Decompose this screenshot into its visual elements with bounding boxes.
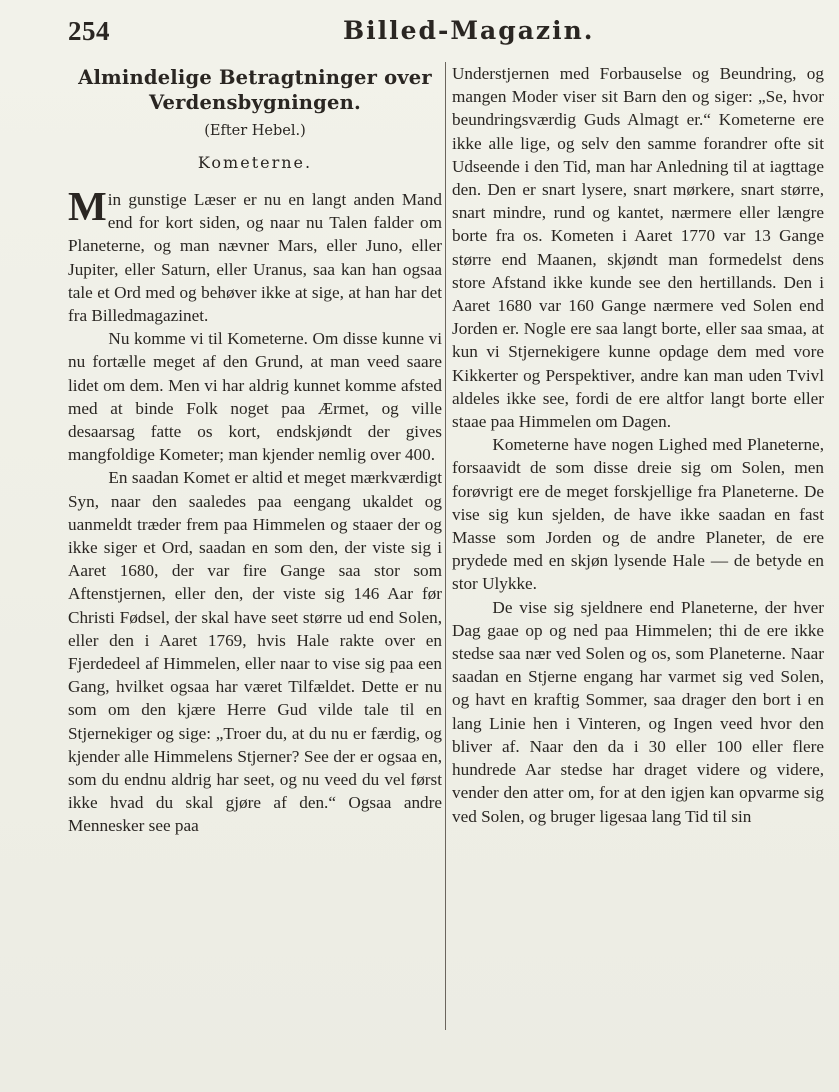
paragraph: En saadan Komet er altid et meget mærkværdigt Syn, naar den saaledes paa eengang ukaldet og uanmeldt træder frem paa Himmelen og staaer der og ikke siger et Ord, saadan en som den, der viste sig i Aaret 1680, der var fire Gange saa stor som Aftenstjernen, eller den, der viste sig 146 Aar før Christi Fødsel, der skal have seet større ud end Solen, eller den i Aaret 1769, hvis Hale rakte over en Fjerdedeel af Himmelen, eller naar to vise sig paa een Gang, hvilket ogsaa har været Tilfældet. Dette er nu som om den kjære Herre Gud vilde tale til en Stjernekiger og sige: „Troer du, at du nu er færdig, og kjender alle Himmelens Stjerner? See der er ogsaa en, som du endnu aldrig har seet, og nu veed du vel først ikke hvad du skal gjøre af den.“ Ogsaa andre Mennesker see paa: [68, 468, 442, 836]
left-column: [68, 62, 442, 838]
running-title: Billed-Magazin.: [343, 16, 595, 45]
page-number: 254: [68, 16, 110, 46]
paragraph: [68, 183, 442, 327]
section-heading: Kometerne.: [197, 153, 313, 172]
page-header: [0, 0, 839, 60]
article-source: (Efter Hebel.): [204, 123, 306, 139]
paragraph: Understjernen med Forbauselse og Beundring, og mangen Moder viser sit Barn den og siger: „Se, hvor beundringsværdig Guds Almagt er.“ Kometerne ere ikke alle lige, og selv den samme forandrer ofte sit Udseende i den Tid, man har Anledning til at iagttage den. Den er snart lysere, snart mørkere, snart større, snart mindre, rund og kantet, nærmere eller længre borte fra os. Kometen i Aaret 1770 var 13 Gange større end Maanen, skjøndt man formedelst dens store Afstand ikke kunde see den hertillands. Den i Aaret 1680 var 160 Gange nærmere ved Solen end Jorden er. Nogle ere saa langt borte, eller saa smaa, at kun vi Stjernekigere kunne opdage dem med vore Kikkerter og Perspektiver, andre kan man uden Tvivl aldeles ikke see, fordi de ere altfor langt borte eller staae paa Himmelen om Dagen.: [452, 64, 824, 432]
paragraph-text: in gunstige Læser er nu en langt anden Mand end for kort siden, og naar nu Talen falder om Planeterne, og man nævner Mars, eller Juno, eller Jupiter, eller Saturn, eller Uranus, saa kan han ogsaa tale et Ord med og behøver ikke at sige, at han har det fra Billedmagazinet.: [68, 190, 442, 326]
paragraph: De vise sig sjeldnere end Planeterne, der hver Dag gaae op og ned paa Himmelen; thi de ere ikke stedse saa nær ved Solen og os, som Planeterne. Naar saadan en Stjerne engang har varmet sig ved Solen, og havt en kraftig Sommer, saa drager den bort i en lang Linie hen i Vinteren, og Ingen veed hvor den bliver af. Naar den da i 30 eller 100 eller flere hundrede Aar stedse har draget videre og videre, vender den atter om, for at den igjen kan opvarme sig ved Solen, og bruger ligesaa lang Tid til sin: [452, 597, 824, 826]
paragraph: Nu komme vi til Kometerne. Om disse kunne vi nu fortælle meget af den Grund, at man veed saare lidet om dem. Men vi har aldrig kunnet komme afsted med at binde Folk noget paa Ærmet, og ville desaarsag fatte os kort, endskjøndt der gives mangfoldige Kometer; man kjender nemlig over 400.: [68, 329, 442, 465]
dropcap-letter: M: [68, 183, 107, 229]
paragraph: Kometerne have nogen Lighed med Planeterne, forsaavidt de som disse dreie sig om Solen, men forøvrigt ere de meget forskjellige fra Planeterne. De vise sig kun sjelden, de have ikke saadan en fast Masse som Jorden og de andre Planeter, de ere prydede med en skjøn lysende Hale — de betyde en stor Ulykke.: [452, 435, 824, 594]
right-column: [452, 62, 824, 828]
article-title: Almindelige Betragtninger over Verdensbygningen.: [78, 66, 432, 114]
right-column-text: [452, 62, 824, 828]
column-divider: [445, 62, 446, 1030]
left-column-text: [68, 183, 442, 838]
